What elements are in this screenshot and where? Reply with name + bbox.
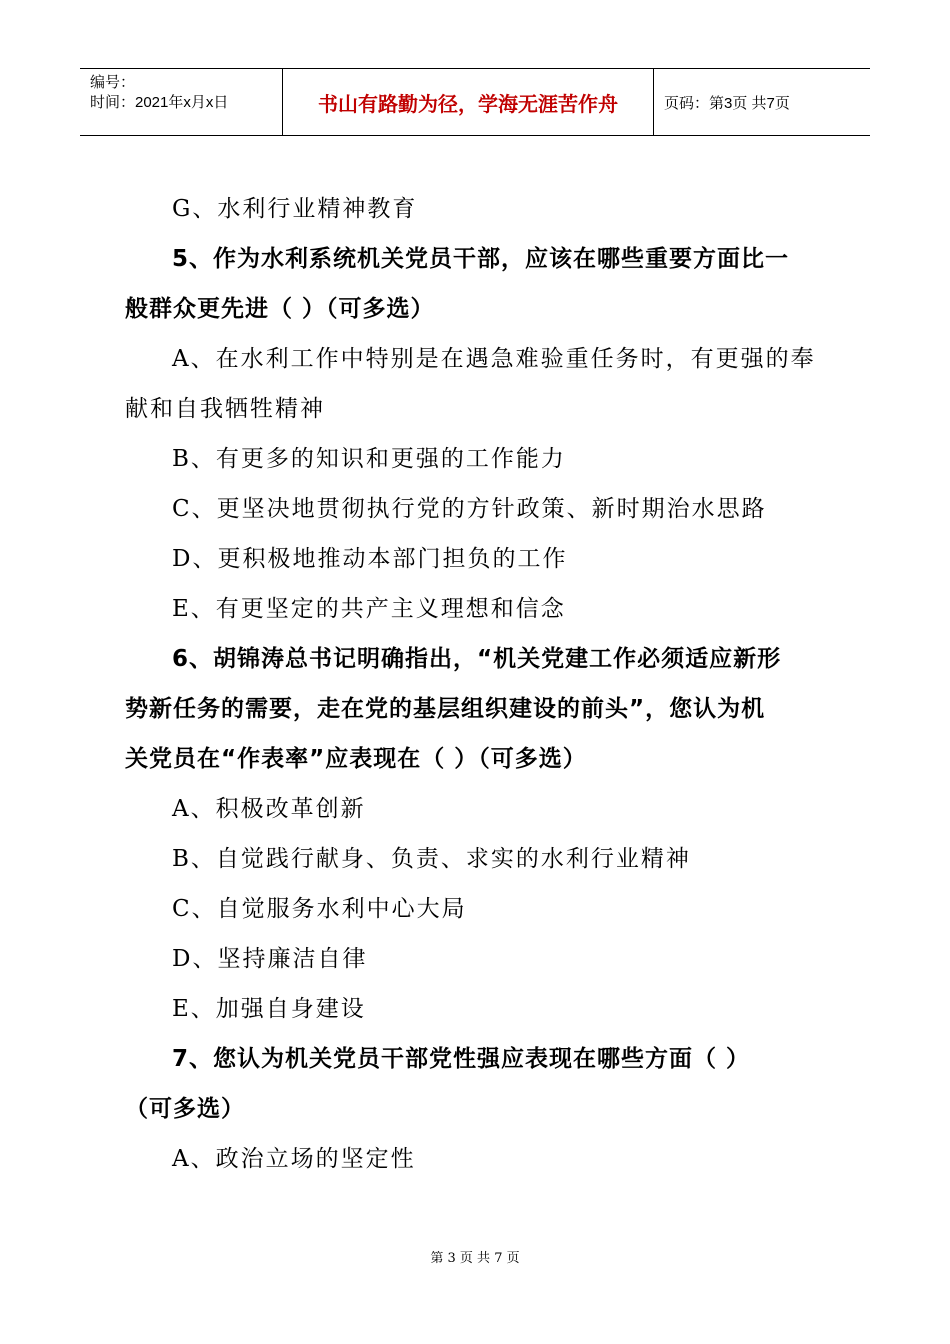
question-5-line-1: 5、作为水利系统机关党员干部，应该在哪些重要方面比一 <box>172 246 790 272</box>
question-7-line-2: （可多选） <box>125 1096 245 1122</box>
option-a-line-2: 献和自我牺牲精神 <box>125 396 325 422</box>
page-header <box>80 68 870 136</box>
option-b: B、自觉践行献身、负责、求实的水利行业精神 <box>172 846 691 872</box>
option-b: B、有更多的知识和更强的工作能力 <box>172 446 566 472</box>
header-motto: 书山有路勤为径，学海无涯苦作舟 <box>283 69 654 135</box>
option-a: A、积极改革创新 <box>172 796 366 822</box>
page-footer: 第 3 页 共 7 页 <box>430 1251 520 1266</box>
option-c: C、自觉服务水利中心大局 <box>172 896 467 922</box>
header-meta-cell <box>80 69 283 135</box>
option-a: A、政治立场的坚定性 <box>172 1146 416 1172</box>
question-6-line-3: 关党员在“作表率”应表现在（ ）（可多选） <box>125 746 587 772</box>
document-number-label: 编号： <box>90 74 136 91</box>
document-date: 时间：2021年x月x日 <box>90 94 229 111</box>
option-e: E、加强自身建设 <box>172 996 366 1022</box>
option-d: D、坚持廉洁自律 <box>172 946 368 972</box>
option-d: D、更积极地推动本部门担负的工作 <box>172 546 568 572</box>
option-g-line: G、水利行业精神教育 <box>172 196 418 222</box>
header-page-info: 页码：第3页 共7页 <box>664 94 790 112</box>
question-5-line-2: 般群众更先进（ ）（可多选） <box>125 296 435 322</box>
question-7-line-1: 7、您认为机关党员干部党性强应表现在哪些方面（ ） <box>172 1046 751 1072</box>
question-6-line-2: 势新任务的需要，走在党的基层组织建设的前头”，您认为机 <box>125 696 766 722</box>
option-e: E、有更坚定的共产主义理想和信念 <box>172 596 566 622</box>
option-a-line-1: A、在水利工作中特别是在遇急难验重任务时，有更强的奉 <box>172 346 816 372</box>
question-6-line-1: 6、胡锦涛总书记明确指出，“机关党建工作必须适应新形 <box>172 646 782 672</box>
option-c: C、更坚决地贯彻执行党的方针政策、新时期治水思路 <box>172 496 767 522</box>
